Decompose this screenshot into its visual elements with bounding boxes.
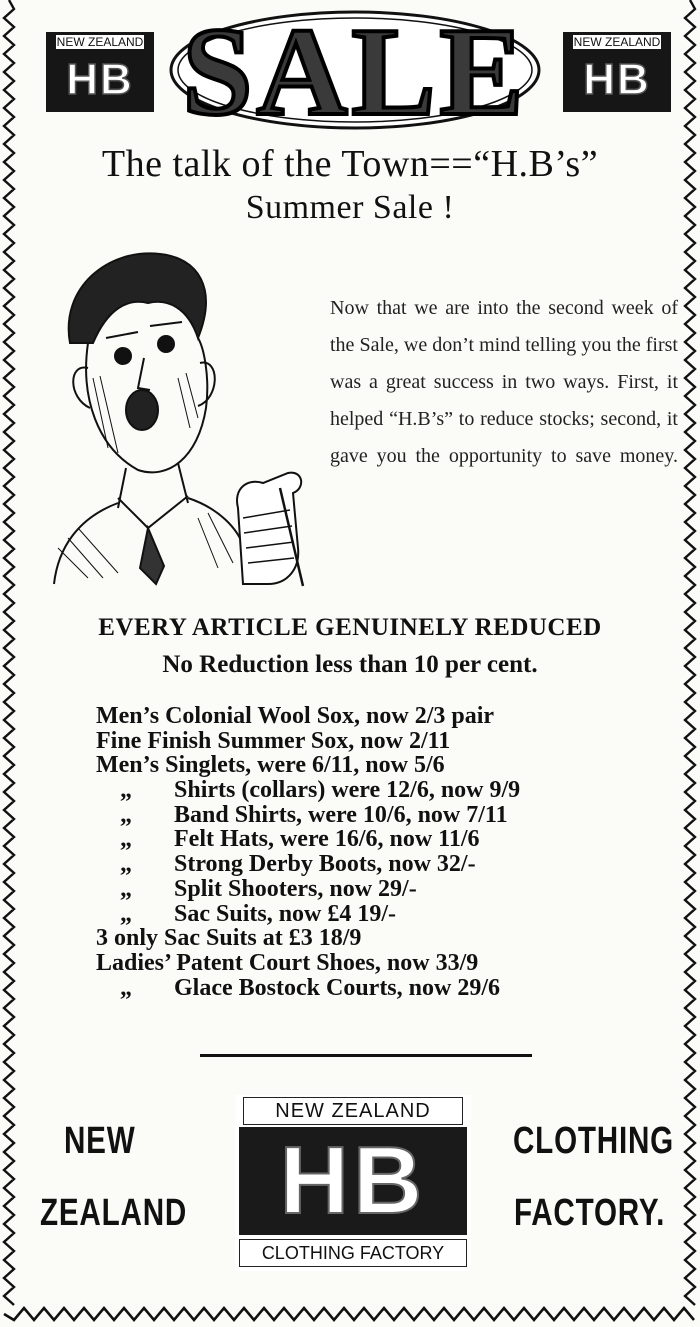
ditto-mark: „ — [120, 900, 132, 927]
price-list-item — [96, 827, 676, 852]
divider-rule — [200, 1054, 532, 1057]
surprised-man-illustration — [48, 248, 310, 588]
price-list-text: Men’s Singlets, were 6/11, now 5/6 — [96, 752, 445, 779]
logo-letters: HB — [583, 55, 651, 104]
price-list-text: Fine Finish Summer Sox, now 2/11 — [96, 727, 451, 754]
price-list-item — [96, 729, 676, 754]
price-list-item — [96, 852, 676, 877]
price-list — [96, 704, 676, 1000]
price-list-text: Strong Derby Boots, now 32/- — [174, 851, 476, 878]
price-list-text: Band Shirts, were 10/6, now 7/11 — [174, 801, 508, 828]
price-list-item — [96, 951, 676, 976]
price-list-text: 3 only Sac Suits at £3 18/9 — [96, 925, 362, 952]
price-list-text: Shirts (collars) were 12/6, now 9/9 — [174, 777, 521, 804]
price-list-text: Ladies’ Patent Court Shoes, now 33/9 — [96, 949, 479, 976]
ditto-mark: „ — [120, 777, 132, 804]
price-list-item — [96, 753, 676, 778]
footer-right-line-2: FACTORY. — [514, 1192, 666, 1234]
logo-caption: NEW ZEALAND — [573, 35, 661, 49]
indent — [144, 902, 174, 927]
price-list-item — [96, 926, 676, 951]
price-list-text: Split Shooters, now 29/- — [174, 875, 417, 902]
indent — [144, 852, 174, 877]
footer-logo-letters: HB — [279, 1127, 427, 1234]
footer-logo-top: NEW ZEALAND — [243, 1097, 463, 1125]
indent — [144, 803, 174, 828]
footer-logo — [235, 1095, 471, 1271]
indent — [144, 778, 174, 803]
footer-left-line-1: NEW — [64, 1120, 136, 1162]
sale-word: SALE — [182, 4, 528, 132]
reduced-banner: EVERY ARTICLE GENUINELY REDUCED — [98, 614, 602, 641]
logo-caption: NEW ZEALAND — [56, 35, 144, 49]
headline-line-2: Summer Sale ! — [245, 189, 455, 226]
ditto-mark: „ — [120, 974, 132, 1001]
indent — [144, 976, 174, 1001]
footer-right-line-1: CLOTHING — [513, 1120, 675, 1162]
price-list-text: Men’s Colonial Wool Sox, now 2/3 pair — [96, 703, 495, 729]
ditto-mark: „ — [120, 875, 132, 902]
intro-text: Now that we are into the second week of the Sale, we don’t mind telling you the first was a great success in two ways. First, it helped “H.B’s” to reduce stocks; second, it gave you the opportunity to save money. — [330, 297, 678, 467]
price-list-item — [96, 803, 676, 828]
sale-banner — [160, 4, 550, 132]
price-list-item — [96, 778, 676, 803]
price-list-text: Sac Suits, now £4 19/- — [174, 900, 397, 927]
indent — [144, 827, 174, 852]
header-logo-right — [563, 32, 671, 112]
footer-logo-panel — [239, 1127, 467, 1235]
intro-paragraph — [330, 290, 678, 475]
price-list-item — [96, 976, 676, 1001]
reduction-note: No Reduction less than 10 per cent. — [162, 651, 538, 678]
price-list-item — [96, 704, 676, 729]
headline-line-1: The talk of the Town==“H.B’s” — [101, 143, 599, 185]
ditto-mark: „ — [120, 826, 132, 853]
ditto-mark: „ — [120, 851, 132, 878]
footer-logo-bottom: CLOTHING FACTORY — [239, 1239, 467, 1267]
header-logo-left — [46, 32, 154, 112]
price-list-text: Glace Bostock Courts, now 29/6 — [174, 974, 500, 1001]
price-list-item — [96, 902, 676, 927]
logo-letters: HB — [66, 55, 134, 104]
price-list-item — [96, 877, 676, 902]
ditto-mark: „ — [120, 801, 132, 828]
footer-left-line-2: ZEALAND — [40, 1192, 188, 1234]
indent — [144, 877, 174, 902]
price-list-text: Felt Hats, were 16/6, now 11/6 — [174, 826, 480, 853]
